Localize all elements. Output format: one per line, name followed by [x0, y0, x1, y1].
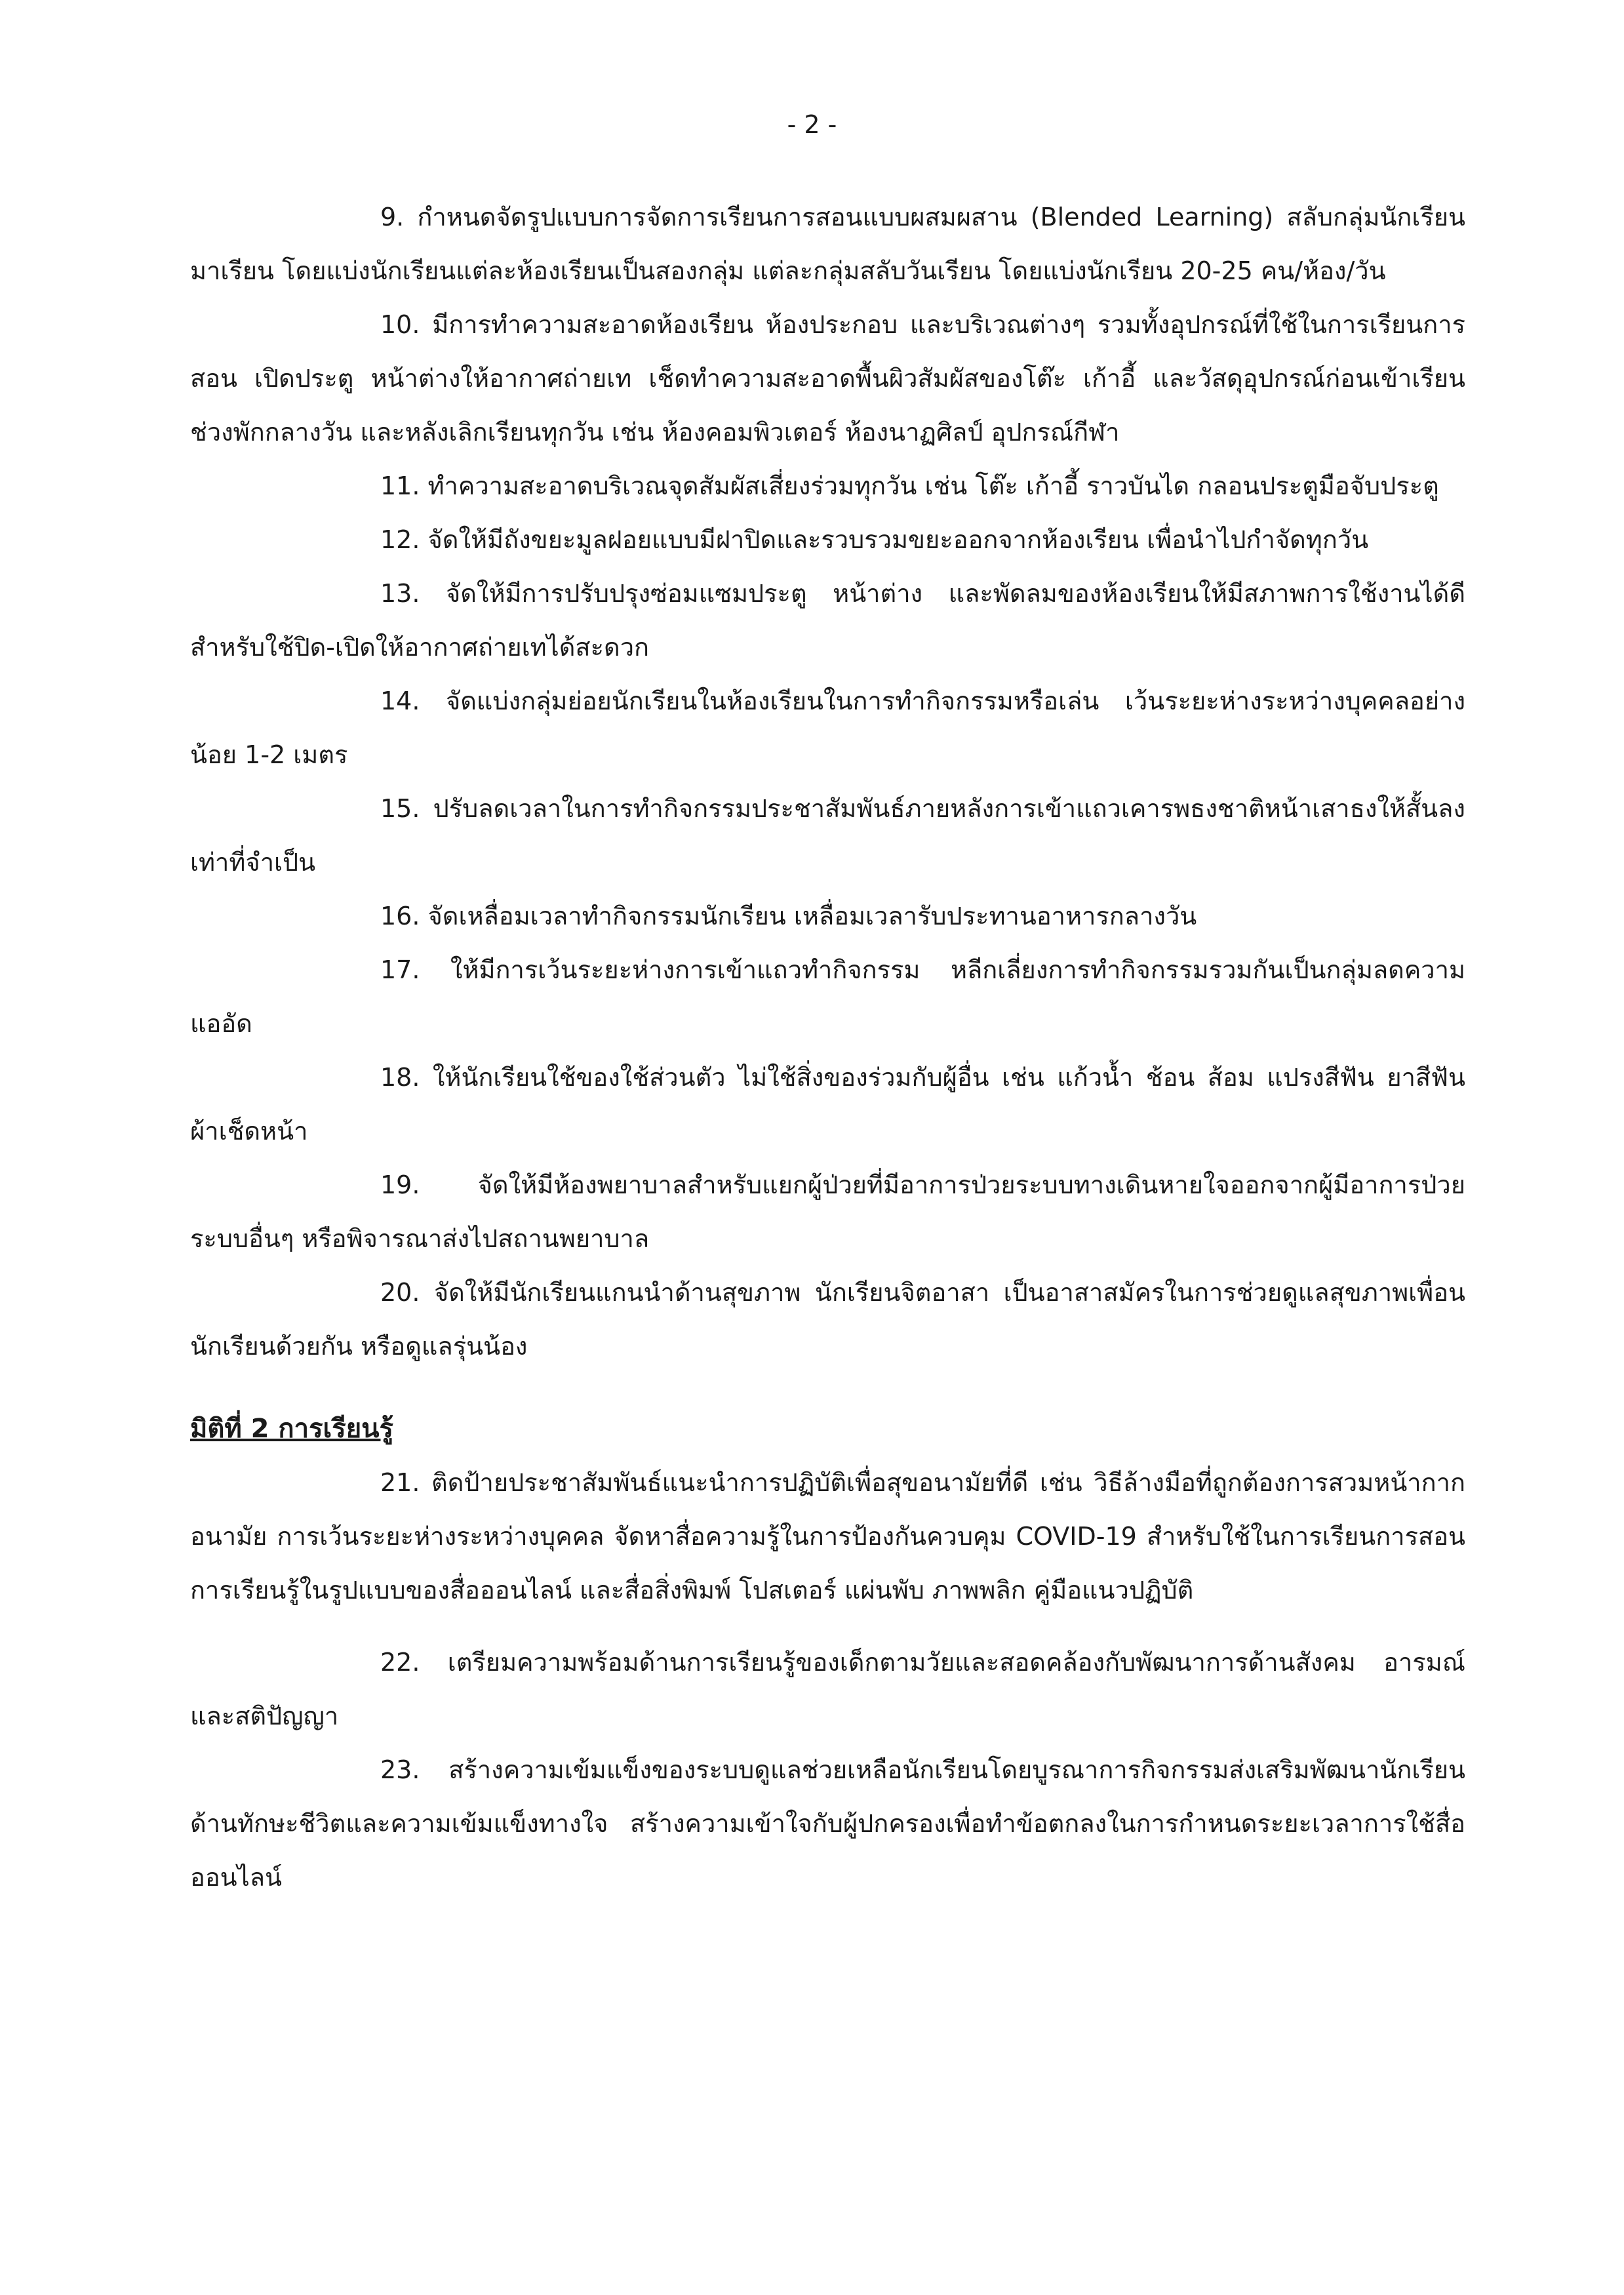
- section-heading: มิติที่ 2 การเรียนรู้: [190, 1414, 393, 1444]
- list-item-12: 12. จัดให้มีถังขยะมูลฝอยแบบมีฝาปิดและรวบรวมขยะออกจากห้องเรียน เพื่อนำไปกำจัดทุกวัน: [380, 525, 1369, 554]
- list-item-19: 19. จัดให้มีห้องพยาบาลสำหรับแยกผู้ป่วยที่มีอาการป่วยระบบทางเดินหายใจออกจากผู้มีอาการป่วยระบบอื่นๆ หรือพิจารณาส่งไปสถานพยาบาล: [190, 1170, 1465, 1253]
- document-body: [190, 190, 1465, 1904]
- list-item-13: 13. จัดให้มีการปรับปรุงซ่อมแซมประตู หน้าต่าง และพัดลมของห้องเรียนให้มีสภาพการใช้งานได้ดี สำหรับใช้ปิด-เปิดให้อากาศถ่ายเทได้สะดวก: [190, 579, 1465, 662]
- list-item-9: 9. กำหนดจัดรูปแบบการจัดการเรียนการสอนแบบผสมผสาน (Blended Learning) สลับกลุ่มนักเรียนมาเรียน โดยแบ่งนักเรียนแต่ละห้องเรียนเป็นสองกลุ่ม แต่ละกลุ่มสลับวันเรียน โดยแบ่งนักเรียน 20-25 คน/ห้อง/วัน: [190, 203, 1465, 285]
- list-item-20: 20. จัดให้มีนักเรียนแกนนำด้านสุขภาพ นักเรียนจิตอาสา เป็นอาสาสมัครในการช่วยดูแลสุขภาพเพื่อนนักเรียนด้วยกัน หรือดูแลรุ่นน้อง: [190, 1278, 1465, 1361]
- list-item-14: 14. จัดแบ่งกลุ่มย่อยนักเรียนในห้องเรียนในการทำกิจกรรมหรือเล่น เว้นระยะห่างระหว่างบุคคลอย่างน้อย 1-2 เมตร: [190, 687, 1465, 769]
- list-item-10: 10. มีการทำความสะอาดห้องเรียน ห้องประกอบ และบริเวณต่างๆ รวมทั้งอุปกรณ์ที่ใช้ในการเรียนการสอน เปิดประตู หน้าต่างให้อากาศถ่ายเท เช็ดทำความสะอาดพื้นผิวสัมผัสของโต๊ะ เก้าอี้ และวัสดุอุปกรณ์ก่อนเข้าเรียน ช่วงพักกลางวัน และหลังเลิกเรียนทุกวัน เช่น ห้องคอมพิวเตอร์ ห้องนาฏศิลป์ อุปกรณ์กีฬา: [190, 310, 1465, 447]
- list-item-21: 21. ติดป้ายประชาสัมพันธ์แนะนำการปฏิบัติเพื่อสุขอนามัยที่ดี เช่น วิธีล้างมือที่ถูกต้องการสวมหน้ากากอนามัย การเว้นระยะห่างระหว่างบุคคล จัดหาสื่อความรู้ในการป้องกันควบคุม COVID-19 สำหรับใช้ในการเรียนการสอน การเรียนรู้ในรูปแบบของสื่อออนไลน์ และสื่อสิ่งพิมพ์ โปสเตอร์ แผ่นพับ ภาพพลิก คู่มือแนวปฏิบัติ: [190, 1468, 1465, 1605]
- list-item-18: 18. ให้นักเรียนใช้ของใช้ส่วนตัว ไม่ใช้สิ่งของร่วมกับผู้อื่น เช่น แก้วน้ำ ช้อน ส้อม แปรงสีฟัน ยาสีฟัน ผ้าเช็ดหน้า: [190, 1063, 1465, 1146]
- list-item-11: 11. ทำความสะอาดบริเวณจุดสัมผัสเสี่ยงร่วมทุกวัน เช่น โต๊ะ เก้าอี้ ราวบันได กลอนประตูมือจับประตู: [380, 471, 1439, 500]
- list-item-17: 17. ให้มีการเว้นระยะห่างการเข้าแถวทำกิจกรรม หลีกเลี่ยงการทำกิจกรรมรวมกันเป็นกลุ่มลดความแออัด: [190, 955, 1465, 1038]
- list-item-22: 22. เตรียมความพร้อมด้านการเรียนรู้ของเด็กตามวัยและสอดคล้องกับพัฒนาการด้านสังคม อารมณ์ และสติปัญญา: [190, 1648, 1465, 1730]
- page-number: - 2 -: [787, 110, 837, 139]
- list-item-16: 16. จัดเหลื่อมเวลาทำกิจกรรมนักเรียน เหลื่อมเวลารับประทานอาหารกลางวัน: [380, 902, 1197, 930]
- list-item-15: 15. ปรับลดเวลาในการทำกิจกรรมประชาสัมพันธ์ภายหลังการเข้าแถวเคารพธงชาติหน้าเสาธงให้สั้นลงเท่าที่จำเป็น: [190, 794, 1465, 877]
- list-item-23: 23. สร้างความเข้มแข็งของระบบดูแลช่วยเหลือนักเรียนโดยบูรณาการกิจกรรมส่งเสริมพัฒนานักเรียนด้านทักษะชีวิตและความเข้มแข็งทางใจ สร้างความเข้าใจกับผู้ปกครองเพื่อทำข้อตกลงในการกำหนดระยะเวลาการใช้สื่อออนไลน์: [190, 1755, 1465, 1892]
